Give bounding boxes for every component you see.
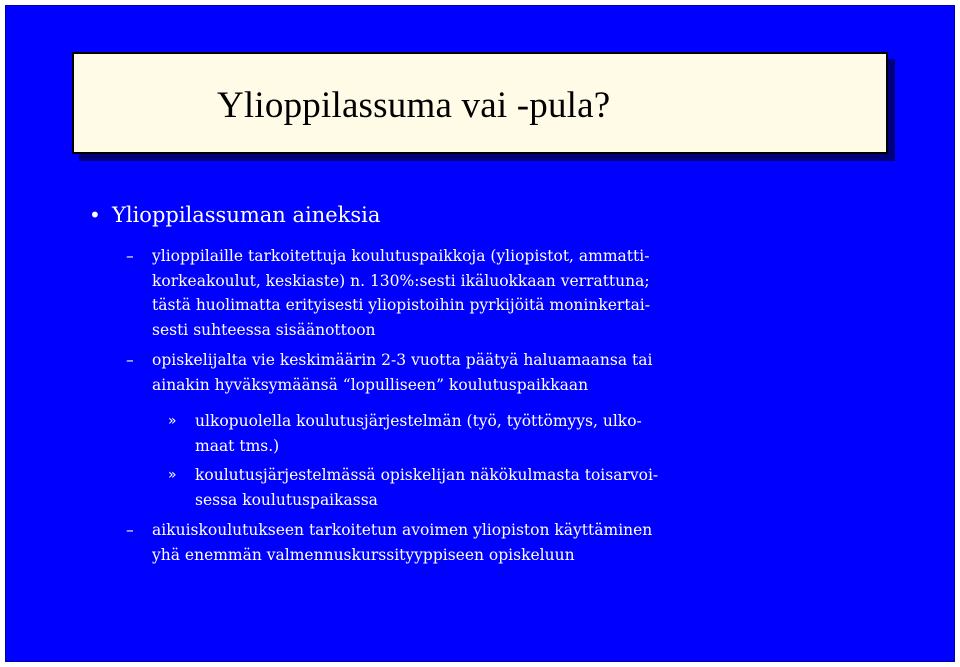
list-item	[126, 244, 650, 342]
list-item	[126, 518, 653, 567]
double-chevron-icon: »	[168, 467, 177, 483]
list-item-line: tästä huolimatta erityisesti yliopistoihin pyrkijöitä moninkertai-	[152, 296, 650, 314]
list-item-line: opiskelijalta vie keskimäärin 2-3 vuotta päätyä haluamaansa tai	[152, 351, 653, 369]
sub-list-item	[168, 409, 642, 458]
list-item-line: sesti suhteessa sisäänottoon	[152, 320, 376, 339]
slide-title: Ylioppilassuma vai -pula?	[217, 85, 611, 126]
double-chevron-icon: »	[168, 413, 177, 429]
bullet-dot-icon: •	[89, 203, 101, 227]
dash-icon: –	[126, 247, 134, 265]
list-item-line: yhä enemmän valmennuskurssityyppiseen opiskeluun	[152, 545, 575, 564]
sub-list-item-line: koulutusjärjestelmässä opiskelijan näkökulmasta toisarvoi-	[195, 466, 659, 484]
dash-icon: –	[126, 351, 134, 369]
list-item-line: ylioppilaille tarkoitettuja koulutuspaikkoja (yliopistot, ammatti-	[152, 247, 650, 265]
dash-icon: –	[126, 521, 134, 539]
main-bullet-text: Ylioppilassuman aineksia	[112, 203, 381, 227]
slide	[5, 5, 955, 662]
sub-list-item-line: ulkopuolella koulutusjärjestelmän (työ, työttömyys, ulko-	[195, 412, 642, 430]
sub-list-item	[168, 463, 659, 512]
list-item	[126, 348, 653, 397]
list-item-line: ainakin hyväksymäänsä “lopulliseen” koulutuspaikkaan	[152, 375, 589, 394]
sub-list-item-line: maat tms.)	[195, 436, 280, 455]
main-bullet	[89, 199, 380, 231]
list-item-line: aikuiskoulutukseen tarkoitetun avoimen yliopiston käyttäminen	[152, 521, 653, 539]
slide-content	[6, 6, 956, 663]
sub-list-item-line: sessa koulutuspaikassa	[195, 490, 378, 509]
list-item-line: korkeakoulut, keskiaste) n. 130%:sesti ikäluokkaan verrattuna;	[152, 271, 650, 290]
